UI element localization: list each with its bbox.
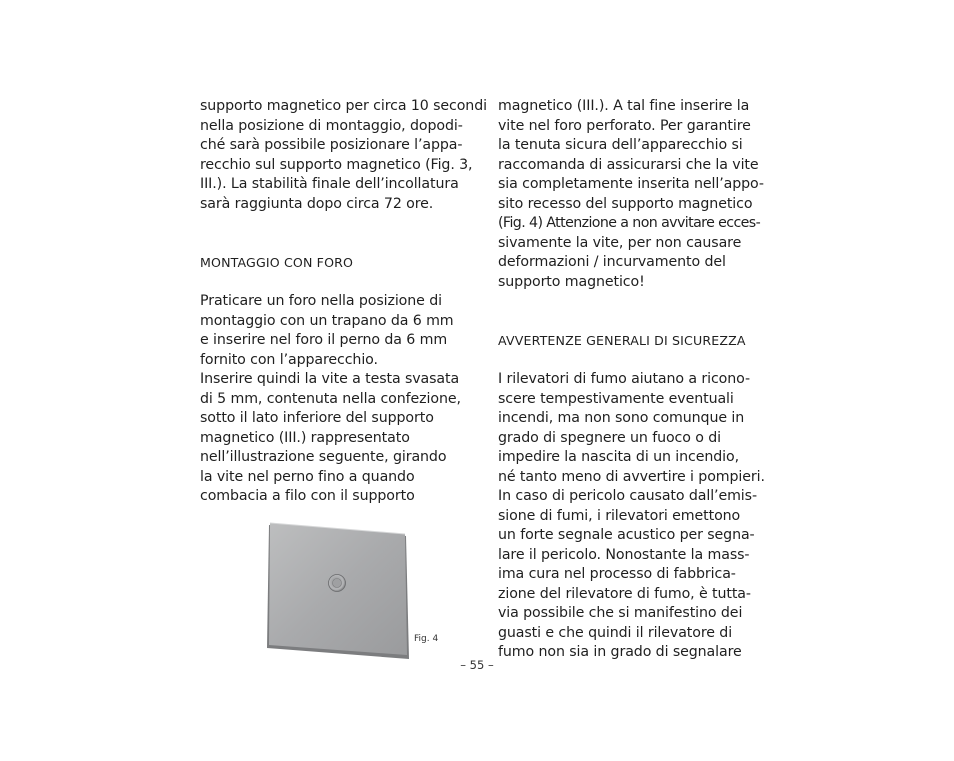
text-line: (Fig. 4) Attenzione a non avvitare ecces- xyxy=(498,215,761,231)
text-line: nell’illustrazione seguente, girando xyxy=(200,449,447,465)
figure-caption: Fig. 4 xyxy=(414,634,439,644)
magnetic-plate-figure xyxy=(266,521,412,661)
spacer xyxy=(498,351,760,371)
left-column xyxy=(200,97,487,507)
right-column xyxy=(498,97,765,663)
text-line: vite nel foro perforato. Per garantire xyxy=(498,117,751,134)
section-heading-montaggio: MONTAGGIO CON FORO xyxy=(200,255,354,270)
text-line: sotto il lato inferiore del supporto xyxy=(200,410,434,426)
text-line: guasti e che quindi il rilevatore di xyxy=(498,624,733,641)
text-line: né tanto meno di avvertire i pompieri. xyxy=(498,468,765,485)
text-line: deformazioni / incurvamento del xyxy=(498,254,726,270)
text-line: incendi, ma non sono comunque in xyxy=(498,410,745,426)
section-heading-avvertenze: AVVERTENZE GENERALI DI SICUREZZA xyxy=(498,333,746,348)
text-line: di 5 mm, contenuta nella confezione, xyxy=(200,390,461,407)
text-line: I rilevatori di fumo aiutano a ricono- xyxy=(498,371,750,387)
text-line: supporto magnetico! xyxy=(498,273,645,290)
text-line: scere tempestivamente eventuali xyxy=(498,390,734,407)
text-line: la vite nel perno fino a quando xyxy=(200,468,415,485)
left-paragraph-2 xyxy=(200,292,462,507)
text-line: fumo non sia in grado di segnalare xyxy=(498,644,742,660)
text-line: grado di spegnere un fuoco o di xyxy=(498,429,721,446)
right-paragraph-1 xyxy=(498,97,764,292)
text-line: via possibile che si manifestino dei xyxy=(498,605,743,621)
text-line: III.). La stabilità finale dell’incollatura xyxy=(200,176,459,192)
text-line: sarà raggiunta dopo circa 72 ore. xyxy=(200,195,434,212)
text-line: Inserire quindi la vite a testa svasata xyxy=(200,371,460,387)
page-number: – 55 – xyxy=(460,658,494,672)
text-line: combacia a filo con il supporto xyxy=(200,488,415,504)
text-line: magnetico (III.) rappresentato xyxy=(200,429,410,446)
text-line: ché sarà possibile posizionare l’appa- xyxy=(200,137,463,153)
text-line: raccomanda di assicurarsi che la vite xyxy=(498,156,759,173)
text-line: sito recesso del supporto magnetico xyxy=(498,195,753,212)
spacer xyxy=(498,292,760,331)
text-line: sione di fumi, i rilevatori emettono xyxy=(498,507,741,524)
spacer xyxy=(200,273,462,293)
text-line: montaggio con un trapano da 6 mm xyxy=(200,312,454,329)
text-line: Praticare un foro nella posizione di xyxy=(200,293,442,309)
text-line: In caso di pericolo causato dall’emis- xyxy=(498,488,757,504)
text-line: supporto magnetico per circa 10 secondi xyxy=(200,98,487,114)
text-line: sivamente la vite, per non causare xyxy=(498,234,742,251)
left-paragraph-1 xyxy=(200,97,487,214)
text-line: magnetico (III.). A tal fine inserire la xyxy=(498,98,750,114)
text-line: e inserire nel foro il perno da 6 mm xyxy=(200,332,448,348)
text-line: zione del rilevatore di fumo, è tutta- xyxy=(498,585,751,602)
text-line: recchio sul supporto magnetico (Fig. 3, xyxy=(200,156,473,173)
text-line: fornito con l’apparecchio. xyxy=(200,351,378,368)
text-line: la tenuta sicura dell’apparecchio si xyxy=(498,137,743,153)
right-paragraph-2 xyxy=(498,370,765,663)
text-line: impedire la nascita di un incendio, xyxy=(498,449,739,465)
text-line: ima cura nel processo di fabbrica- xyxy=(498,566,736,582)
text-line: sia completamente inserita nell’appo- xyxy=(498,176,764,192)
text-line: un forte segnale acustico per segna- xyxy=(498,527,755,543)
spacer xyxy=(200,214,462,253)
text-line: nella posizione di montaggio, dopodi- xyxy=(200,117,463,134)
text-line: lare il pericolo. Nonostante la mass- xyxy=(498,546,750,563)
